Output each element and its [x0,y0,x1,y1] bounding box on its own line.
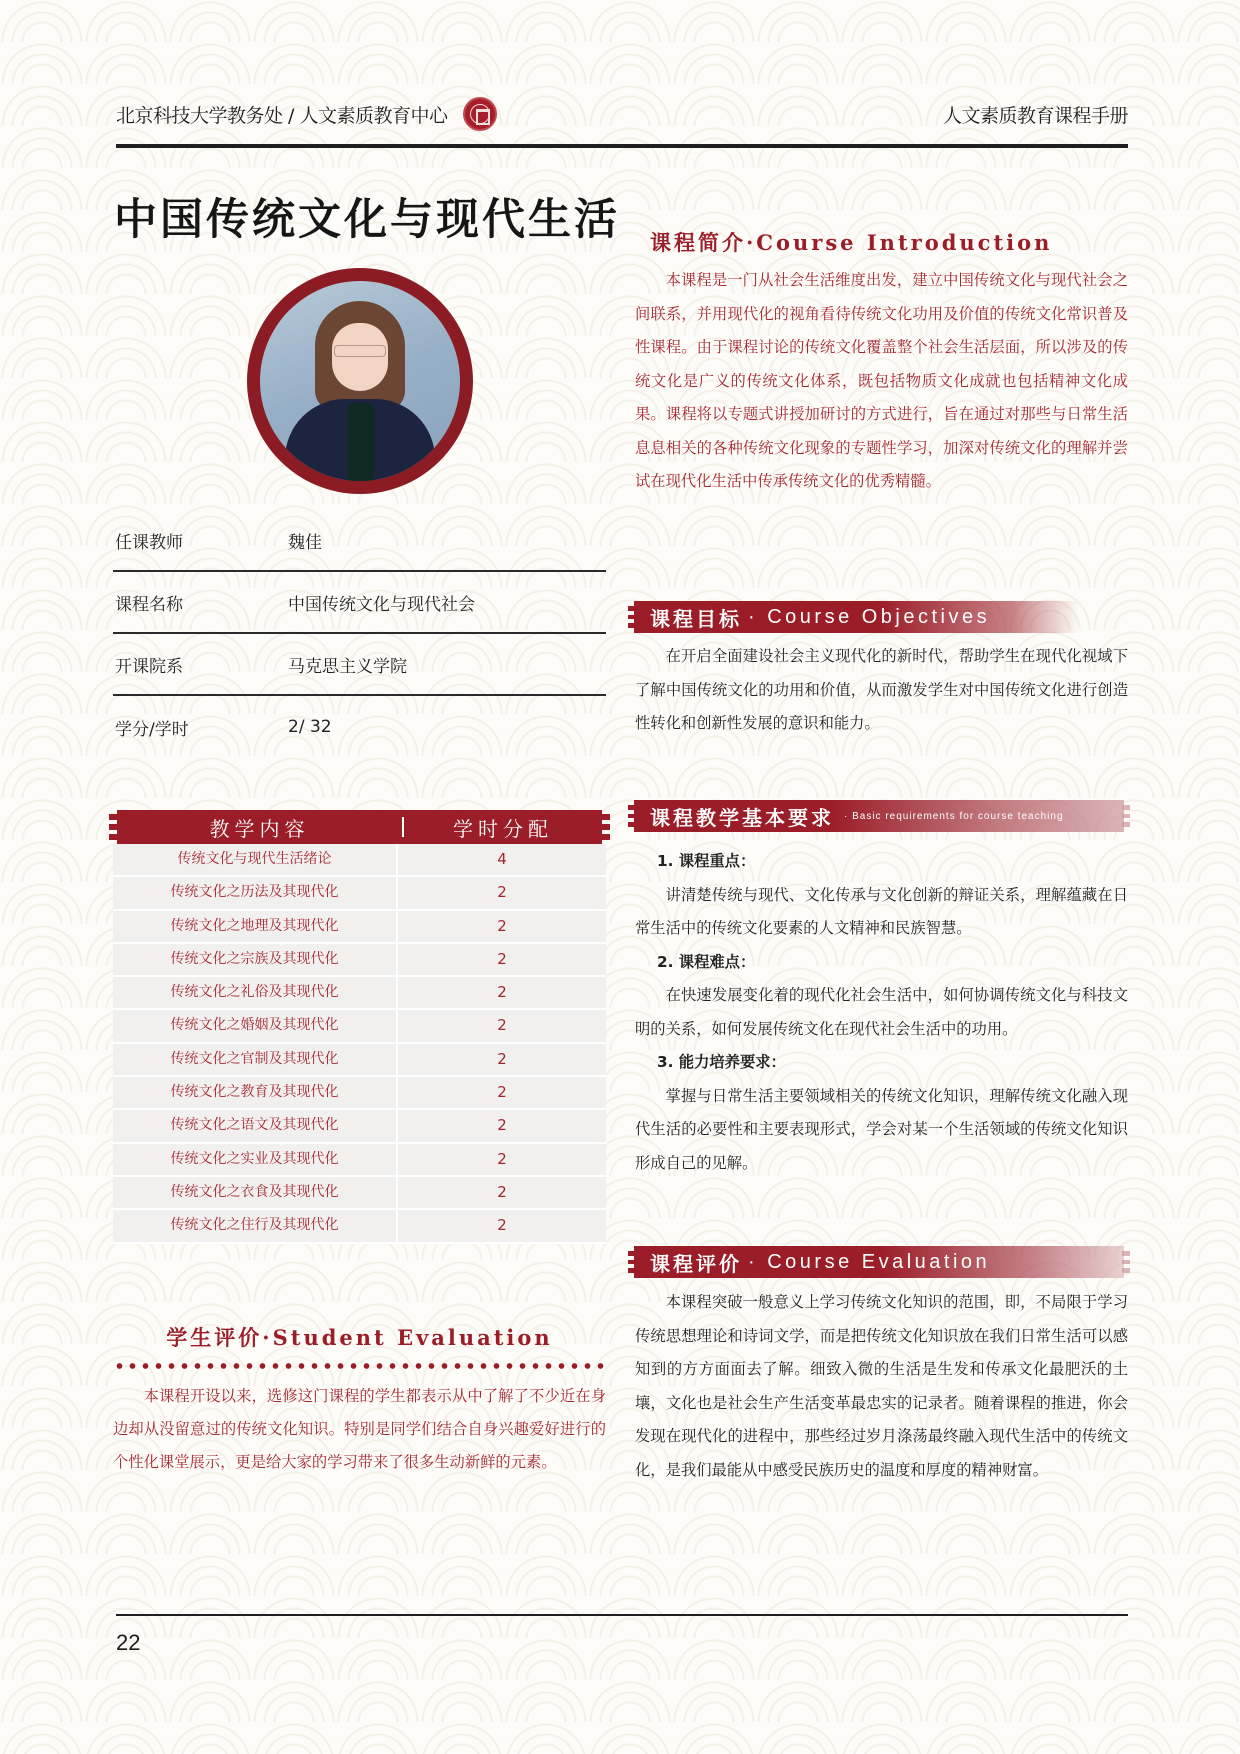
requirement-heading: 2. 课程难点： [657,952,756,971]
topic-cell: 传统文化之官制及其现代化 [113,1044,398,1075]
schedule-table [113,810,606,1244]
hours-cell: 4 [398,844,606,875]
requirement-heading: 3. 能力培养要求： [657,1053,786,1071]
topic-cell: 传统文化之宗族及其现代化 [113,944,398,975]
info-value: 中国传统文化与现代社会 [288,594,475,615]
portrait-scarf [348,403,374,481]
banner-title-en: · Course Evaluation [748,1250,991,1273]
info-label: 课程名称 [115,594,183,615]
hours-cell: 2 [398,1044,606,1075]
banner-title-en: · Course Objectives [748,605,991,628]
topic-cell: 传统文化之教育及其现代化 [113,1077,398,1108]
table-row [113,1010,606,1043]
banner-title-cn: 课程教学基本要求 [650,805,834,830]
topic-cell: 传统文化之地理及其现代化 [113,911,398,942]
info-row-course-name [113,572,606,634]
info-label: 学分/学时 [115,719,189,740]
header-divider [116,144,1128,148]
ornament-corner-right [602,814,610,840]
page-title: 中国传统文化与现代生活 [114,195,620,245]
course-objectives-text: 在开启全面建设社会主义现代化的新时代，帮助学生在现代化视域下了解中国传统文化的功用和价值，从而激发学生对中国传统文化进行创造性转化和创新性发展的意识和能力。 [635,647,1128,732]
course-objectives-banner [634,601,1079,633]
dotted-divider [113,1363,606,1369]
topic-cell: 传统文化之住行及其现代化 [113,1210,398,1241]
header-book-title: 人文素质教育课程手册 [942,104,1128,127]
info-row-department [113,634,606,696]
banner-title-cn: 课程评价 [650,1251,742,1276]
banner-title-cn: 课程目标 [650,606,742,631]
info-value: 马克思主义学院 [288,656,407,677]
info-label: 开课院系 [115,656,183,677]
topic-cell: 传统文化与现代生活绪论 [113,844,398,875]
hours-cell: 2 [398,1177,606,1208]
table-row [113,877,606,910]
schedule-body [113,844,606,1244]
info-label: 任课教师 [115,532,183,553]
hours-cell: 2 [398,1010,606,1041]
header-org: 北京科技大学教务处 / 人文素质教育中心 [116,104,448,127]
info-row-teacher [113,510,606,572]
topic-cell: 传统文化之实业及其现代化 [113,1144,398,1175]
page-number: 22 [116,1630,141,1655]
hours-cell: 2 [398,1144,606,1175]
info-value: 魏佳 [288,532,322,553]
table-row [113,1144,606,1177]
course-intro-text: 本课程是一门从社会生活维度出发，建立中国传统文化与现代社会之间联系，并用现代化的视角看待传统文化功用及价值的传统文化常识普及性课程。由于课程讨论的传统文化覆盖整个社会生活层面，所以涉及的传统文化是广义的传统文化体系，既包括物质文化成就也包括精神文化成果。课程将以专题式讲授加研讨的方式进行，旨在通过对那些与日常生活息息相关的各种传统文化现象的专题性学习，加深对传统文化的理解并尝试在现代化生活中传承传统文化的优秀精髓。 [635,271,1128,490]
requirement-heading: 1. 课程重点： [657,852,756,870]
portrait-face [332,323,388,391]
table-row [113,1210,606,1243]
banner-title-en: · Basic requirements for course teaching [844,810,1064,822]
hours-cell: 2 [398,911,606,942]
student-evaluation-text: 本课程开设以来，选修这门课程的学生都表示从中了解了不少近在身边却从没留意过的传统文化知识。特别是同学们结合自身兴趣爱好进行的个性化课堂展示，更是给大家的学习带来了很多生动新鲜的元素。 [113,1387,606,1471]
table-row [113,1177,606,1210]
table-row [113,844,606,877]
ornament-corner-left [109,814,117,840]
course-requirements-list [635,845,1128,1180]
topic-cell: 传统文化之衣食及其现代化 [113,1177,398,1208]
requirement-text: 掌握与日常生活主要领域相关的传统文化知识，理解传统文化融入现代生活的必要性和主要表现形式，学会对某一个生活领域的传统文化知识形成自己的见解。 [635,1086,1128,1172]
student-evaluation-title: 学生评价·Student Evaluation [166,1325,553,1350]
course-evaluation-banner [634,1246,1124,1278]
course-intro-title: 课程简介·Course Introduction [650,230,1053,255]
table-row [113,1077,606,1110]
hours-cell: 2 [398,877,606,908]
course-evaluation-text: 本课程突破一般意义上学习传统文化知识的范围，即，不局限于学习传统思想理论和诗词文学，而是把传统文化知识放在我们日常生活可以感知到的方方面面去了解。细致入微的生活是生发和传承文化最肥沃的土壤，文化也是社会生产生活变革最忠实的记录者。随着课程的推进，你会发现在现代化的进程中，那些经过岁月涤荡最终融入现代生活中的传统文化，是我们最能从中感受民族历史的温度和厚度的精神财富。 [635,1293,1128,1479]
schedule-header-topic: 教学内容 [209,816,310,841]
hours-cell: 2 [398,1110,606,1141]
table-row [113,1110,606,1143]
table-row [113,944,606,977]
topic-cell: 传统文化之礼俗及其现代化 [113,977,398,1008]
schedule-header [117,810,602,844]
table-row [113,1044,606,1077]
info-value: 2/ 32 [288,717,332,737]
requirement-text: 在快速发展变化着的现代化社会生活中，如何协调传统文化与科技文明的关系，如何发展传统文化在现代社会生活中的功用。 [635,986,1128,1038]
footer-divider [116,1614,1128,1616]
requirement-text: 讲清楚传统与现代、文化传承与文化创新的辩证关系，理解蕴藏在日常生活中的传统文化要素的人文精神和民族智慧。 [635,885,1128,937]
teacher-portrait [260,281,460,481]
topic-cell: 传统文化之婚姻及其现代化 [113,1010,398,1041]
course-requirements-banner [634,800,1124,832]
university-seal-icon [463,97,497,131]
info-row-credits [113,696,606,758]
hours-cell: 2 [398,1077,606,1108]
teacher-portrait-frame [247,268,473,494]
hours-cell: 2 [398,1210,606,1241]
topic-cell: 传统文化之历法及其现代化 [113,877,398,908]
hours-cell: 2 [398,944,606,975]
portrait-glasses [334,345,386,357]
table-row [113,977,606,1010]
schedule-header-hours: 学时分配 [453,816,553,841]
course-info-table [113,510,606,758]
page-header [116,96,1128,132]
topic-cell: 传统文化之语文及其现代化 [113,1110,398,1141]
hours-cell: 2 [398,977,606,1008]
table-row [113,911,606,944]
